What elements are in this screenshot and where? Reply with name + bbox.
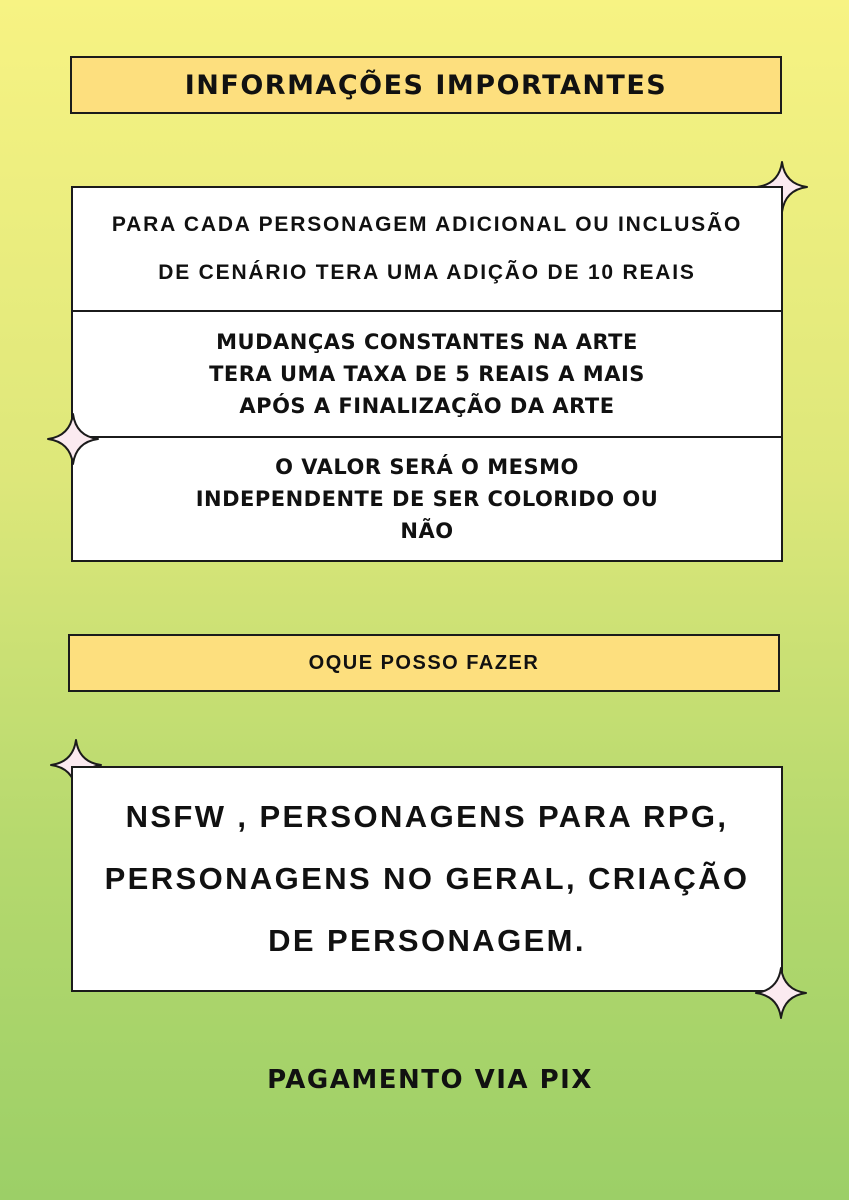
services-banner: [68, 634, 780, 692]
info-line: APÓS A FINALIZAÇÃO DA ARTE: [239, 394, 615, 418]
sparkle-icon: [46, 412, 100, 466]
services-line: NSFW , PERSONAGENS PARA RPG,: [125, 799, 729, 834]
sparkle-icon: [754, 966, 808, 1020]
info-item-extra-character: [73, 188, 781, 312]
info-item-color-price: [73, 438, 781, 560]
title-banner: [70, 56, 782, 114]
info-line: MUDANÇAS CONSTANTES NA ARTE: [216, 330, 638, 354]
page-title: INFORMAÇÕES IMPORTANTES: [184, 69, 668, 101]
info-line: TERA UMA TAXA DE 5 REAIS A MAIS: [209, 362, 645, 386]
services-line: DE PERSONAGEM.: [268, 923, 586, 958]
info-line: O VALOR SERÁ O MESMO: [275, 455, 579, 479]
services-card: [71, 766, 783, 992]
services-line: PERSONAGENS NO GERAL, CRIAÇÃO: [104, 861, 750, 896]
info-item-changes-fee: [73, 312, 781, 438]
payment-method: PAGAMENTO VIA PIX: [267, 1065, 593, 1095]
info-line: NÃO: [400, 519, 454, 543]
services-heading: OQUE POSSO FAZER: [308, 651, 540, 674]
info-line: INDEPENDENTE DE SER COLORIDO OU: [195, 487, 659, 511]
info-card: [71, 186, 783, 562]
info-line: PARA CADA PERSONAGEM ADICIONAL OU INCLUSÃO: [111, 213, 743, 236]
info-line: DE CENÁRIO TERA UMA ADIÇÃO DE 10 REAIS: [158, 261, 696, 284]
